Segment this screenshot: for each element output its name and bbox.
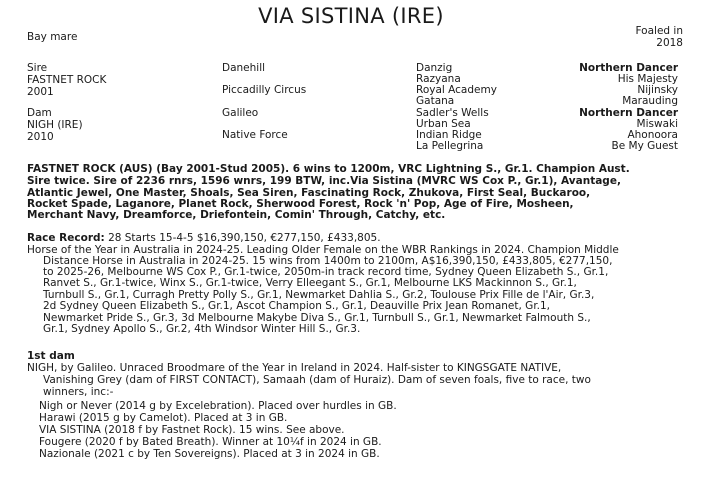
dam-line: Vanishing Grey (dam of FIRST CONTACT), Samaah (dam of Huraiz). Dam of seven foals, five to race, two — [43, 374, 591, 386]
sire-year: 2001 — [27, 86, 54, 98]
race-record-summary: 28 Starts 15-4-5 $16,390,150, €277,150, £433,805. — [108, 232, 381, 244]
horse-name-title: VIA SISTINA (IRE) — [258, 4, 444, 28]
horse-description: Bay mare — [27, 31, 78, 43]
dam-year: 2010 — [27, 131, 54, 143]
sire-name: FASTNET ROCK — [27, 74, 107, 86]
first-dam-heading: 1st dam — [27, 350, 75, 362]
foal-entry: Nigh or Never (2014 g by Excelebration). Placed over hurdles in GB. — [39, 400, 397, 412]
dam-name: NIGH (IRE) — [27, 119, 83, 131]
race-record-line: Distance Horse in Australia in 2024-25. 15 wins from 1400m to 2100m, A$16,390,150, £433,805, €277,150, — [43, 255, 613, 267]
sire-sire: Danehill — [222, 62, 266, 74]
race-record-line: 2d Sydney Queen Elizabeth S., Gr.1, Ascot Champion S., Gr.1, Deauville Prix Jean Romanet, Gr.1, — [43, 300, 551, 312]
race-record-line: to 2025-26, Melbourne WS Cox P., Gr.1-twice, 2050m-in track record time, Sydney Queen Elizabeth S., Gr.1, — [43, 266, 609, 278]
foal-entry: Fougere (2020 f by Bated Breath). Winner at 10¼f in 2024 in GB. — [39, 436, 382, 448]
ancestor-g3-7: Indian Ridge — [416, 129, 482, 141]
dam-sire: Galileo — [222, 107, 259, 119]
ancestor-g4-2: His Majesty — [617, 73, 678, 85]
ancestor-g4-7: Ahonoora — [627, 129, 678, 141]
dam-role-label: Dam — [27, 107, 52, 119]
ancestor-g3-6: Urban Sea — [416, 118, 471, 130]
foal-entry: Nazionale (2021 c by Ten Sovereigns). Placed at 3 in 2024 in GB. — [39, 448, 380, 460]
race-record-header — [27, 233, 381, 245]
foaled-label: Foaled in — [635, 25, 683, 37]
ancestor-g4-4: Marauding — [622, 95, 678, 107]
sire-summary-line: FASTNET ROCK (AUS) (Bay 2001-Stud 2005). 6 wins to 1200m, VRC Lightning S., Gr.1. Champion Aust. — [27, 163, 630, 175]
sire-summary-line: Merchant Navy, Dreamforce, Driefontein, Comin' Through, Catchy, etc. — [27, 209, 446, 221]
ancestor-g3-5: Sadler's Wells — [416, 107, 489, 119]
dam-dam: Native Force — [222, 129, 288, 141]
ancestor-g4-6: Miswaki — [636, 118, 678, 130]
ancestor-g4-3: Nijinsky — [637, 84, 678, 96]
sire-summary-line: Rocket Spade, Laganore, Planet Rock, Sherwood Forest, Rock 'n' Pop, Age of Fire, Mosheen, — [27, 198, 574, 210]
foal-entry: VIA SISTINA (2018 f by Fastnet Rock). 15 wins. See above. — [39, 424, 345, 436]
ancestor-g3-2: Razyana — [416, 73, 461, 85]
foaled-year: 2018 — [656, 37, 683, 49]
ancestor-g3-8: La Pellegrina — [416, 140, 484, 152]
race-record-line: Ranvet S., Gr.1-twice, Winx S., Gr.1-twice, Verry Elleegant S., Gr.1, Melbourne LKS Mackinnon S., Gr.1, — [43, 277, 577, 289]
race-record-line: Gr.1, Sydney Apollo S., Gr.2, 4th Windsor Winter Hill S., Gr.3. — [43, 323, 361, 335]
race-record-line: Horse of the Year in Australia in 2024-25. Leading Older Female on the WBR Rankings in 2024. Champion Middle — [27, 244, 619, 256]
ancestor-g4-5: Northern Dancer — [579, 107, 678, 119]
dam-line: NIGH, by Galileo. Unraced Broodmare of the Year in Ireland in 2024. Half-sister to KINGSGATE NATIVE, — [27, 362, 562, 374]
race-record-line: Turnbull S., Gr.1, Curragh Pretty Polly S., Gr.1, Newmarket Dahlia S., Gr.2, Toulouse Prix Fille de l'Air, Gr.3, — [43, 289, 595, 301]
ancestor-g4-1: Northern Dancer — [579, 62, 678, 74]
ancestor-g3-3: Royal Academy — [416, 84, 497, 96]
ancestor-g3-4: Gatana — [416, 95, 455, 107]
ancestor-g4-8: Be My Guest — [611, 140, 678, 152]
sire-dam: Piccadilly Circus — [222, 84, 307, 96]
sire-summary-line: Atlantic Jewel, One Master, Shoals, Sea Siren, Fascinating Rock, Zhukova, First Seal, Buckaroo, — [27, 187, 591, 199]
ancestor-g3-1: Danzig — [416, 62, 453, 74]
sire-role-label: Sire — [27, 62, 48, 74]
race-record-label: Race Record: — [27, 232, 105, 244]
foal-entry: Harawi (2015 g by Camelot). Placed at 3 in GB. — [39, 412, 288, 424]
sire-summary-line: Sire twice. Sire of 2236 rnrs, 1596 wnrs, 199 BTW, inc.Via Sistina (MVRC WS Cox P., Gr.1), Avantage, — [27, 175, 621, 187]
race-record-line: Newmarket Pride S., Gr.3, 3d Melbourne Makybe Diva S., Gr.1, Turnbull S., Gr.1, Newmarket Falmouth S., — [43, 312, 591, 324]
dam-line: winners, inc:- — [43, 386, 114, 398]
